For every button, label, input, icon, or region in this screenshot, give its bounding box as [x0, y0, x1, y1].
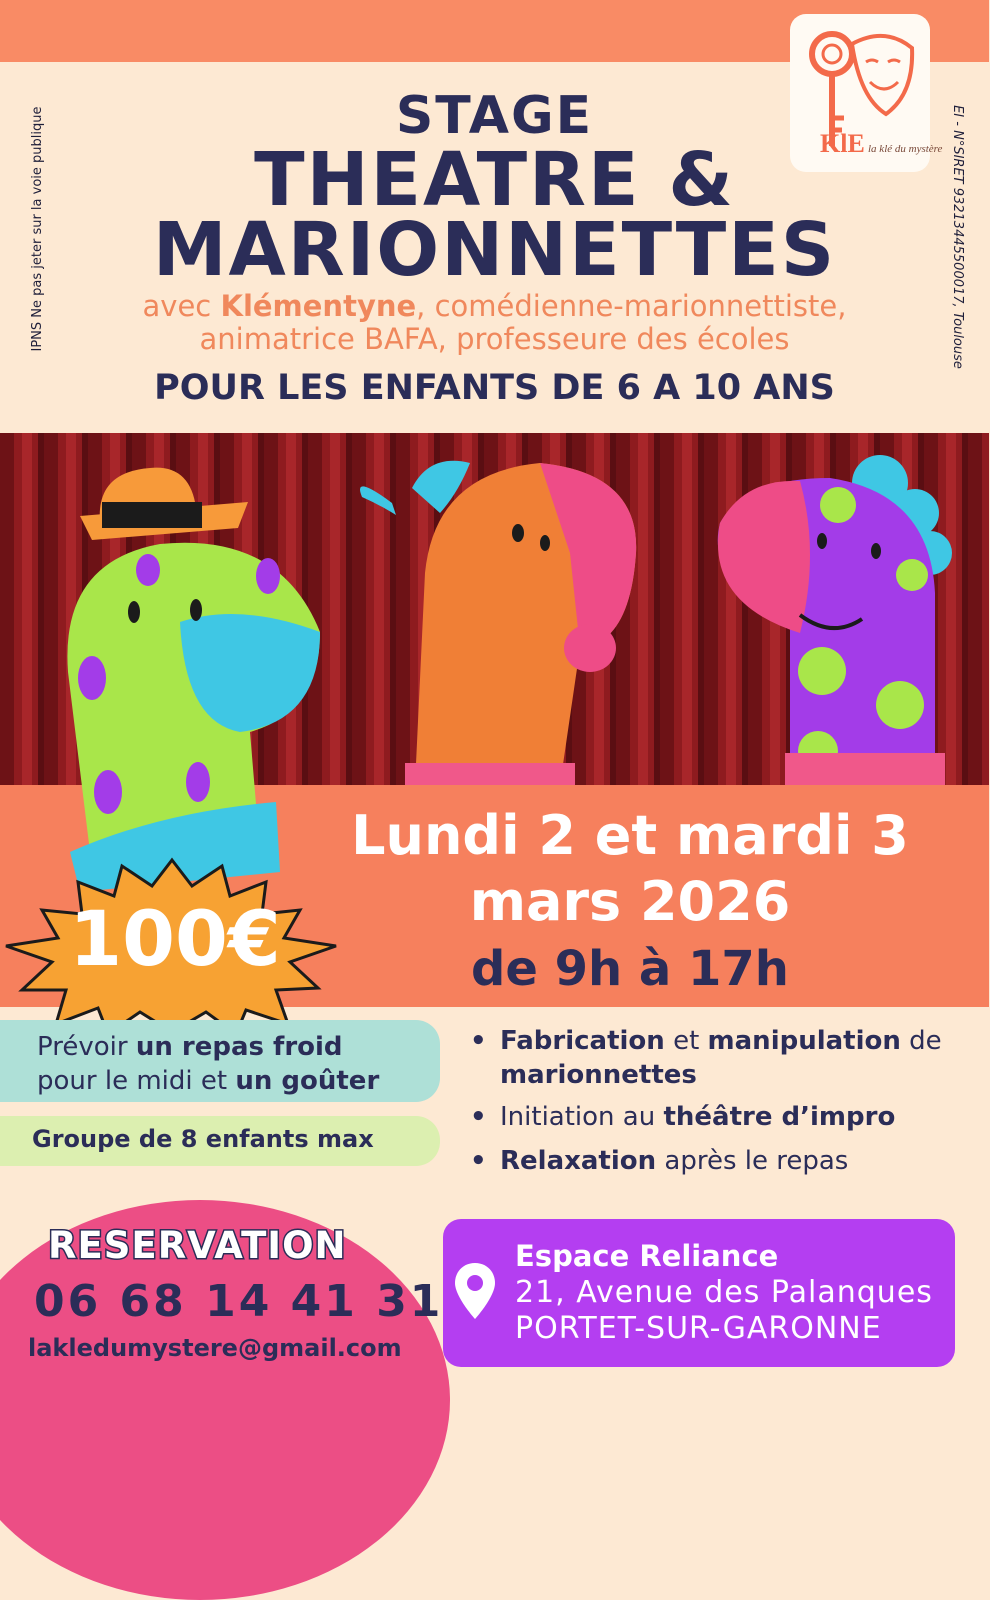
email-address[interactable]: lakledumystere@gmail.com [28, 1334, 402, 1362]
siret-note: EI - N°SIRET 93213445500017, Toulouse [950, 105, 965, 369]
activity-3-bold: Relaxation [500, 1146, 657, 1176]
audience: POUR LES ENFANTS DE 6 A 10 ANS [154, 368, 835, 408]
meal-line2-bold: un goûter [235, 1066, 380, 1096]
subtitle-line2: animatrice BAFA, professeure des écoles [199, 322, 790, 356]
activity-1-bold2: manipulation [707, 1026, 901, 1056]
activity-2-pre: Initiation au [500, 1102, 664, 1132]
title-line1: THEATRE & [254, 137, 735, 223]
phone-number[interactable]: 06 68 14 41 31 [34, 1276, 444, 1327]
hours: de 9h à 17h [471, 941, 789, 997]
group-note [0, 1116, 440, 1166]
meal-line1 [37, 1032, 343, 1062]
meal-note [0, 1020, 440, 1102]
activity-1-end: de [900, 1026, 942, 1056]
flyer: KlE la klé du mystère IPNS Ne pas jeter sur la voie publique EI - N°SIRET 93213445500017, Toulouse STAGE THEATRE & MARIONNETTES avec Klémentyne, comédienne-marionnettiste, animatrice BAFA, professeure des écoles POUR LES ENFANTS DE 6 A 10 ANS Lundi 2 et mardi 3 mars 2026 de 9h à 17h 100€ Prévoir un repas froid pour le midi et un goûter Groupe de 8 enfants max • Fabrication et manipulation de marionnettes • Initiation au théâtre d’impro • Relaxation après le repas RESERVATION 06 68 14 41 31 lakledumystere@gmail.com Espace Reliance 21, Avenue des Palanques PORTET-SUR-GARONNE [0, 0, 989, 1400]
subtitle-prefix: avec [142, 289, 221, 323]
logo-letters: KlE [820, 129, 865, 158]
activity-1-line2: marionnettes [500, 1060, 697, 1090]
price: 100€ [69, 894, 281, 983]
host-name: Klémentyne [220, 289, 417, 323]
activity-1-bold1: Fabrication [500, 1026, 665, 1056]
meal-line2-pre: pour le midi et [37, 1066, 236, 1096]
meal-bold: un repas froid [135, 1032, 343, 1062]
venue-address: 21, Avenue des Palanques [515, 1275, 933, 1310]
ipns-note: IPNS Ne pas jeter sur la voie publique [30, 106, 45, 352]
activity-1-mid: et [664, 1026, 708, 1056]
reservation-title: RESERVATION [48, 1224, 347, 1267]
title-stage: STAGE [395, 86, 594, 146]
date-line1: Lundi 2 et mardi 3 [351, 804, 909, 867]
activity-2-bold: théâtre d’impro [663, 1102, 896, 1132]
venue-city: PORTET-SUR-GARONNE [515, 1311, 882, 1346]
title-line2: MARIONNETTES [152, 207, 837, 293]
activity-3-end: après le repas [656, 1146, 849, 1176]
location-pin-icon [453, 1261, 497, 1321]
subtitle-line1 [0, 290, 989, 323]
logo-text: la klé du mystère [868, 143, 943, 155]
subtitle-suffix: , comédienne-marionnettiste, [416, 289, 847, 323]
venue-box [443, 1219, 955, 1367]
meal-pre: Prévoir [37, 1032, 136, 1062]
meal-line2 [37, 1066, 379, 1096]
date-line2: mars 2026 [469, 870, 791, 933]
group-size: Groupe de 8 enfants max [32, 1125, 374, 1153]
venue-name: Espace Reliance [515, 1239, 779, 1273]
